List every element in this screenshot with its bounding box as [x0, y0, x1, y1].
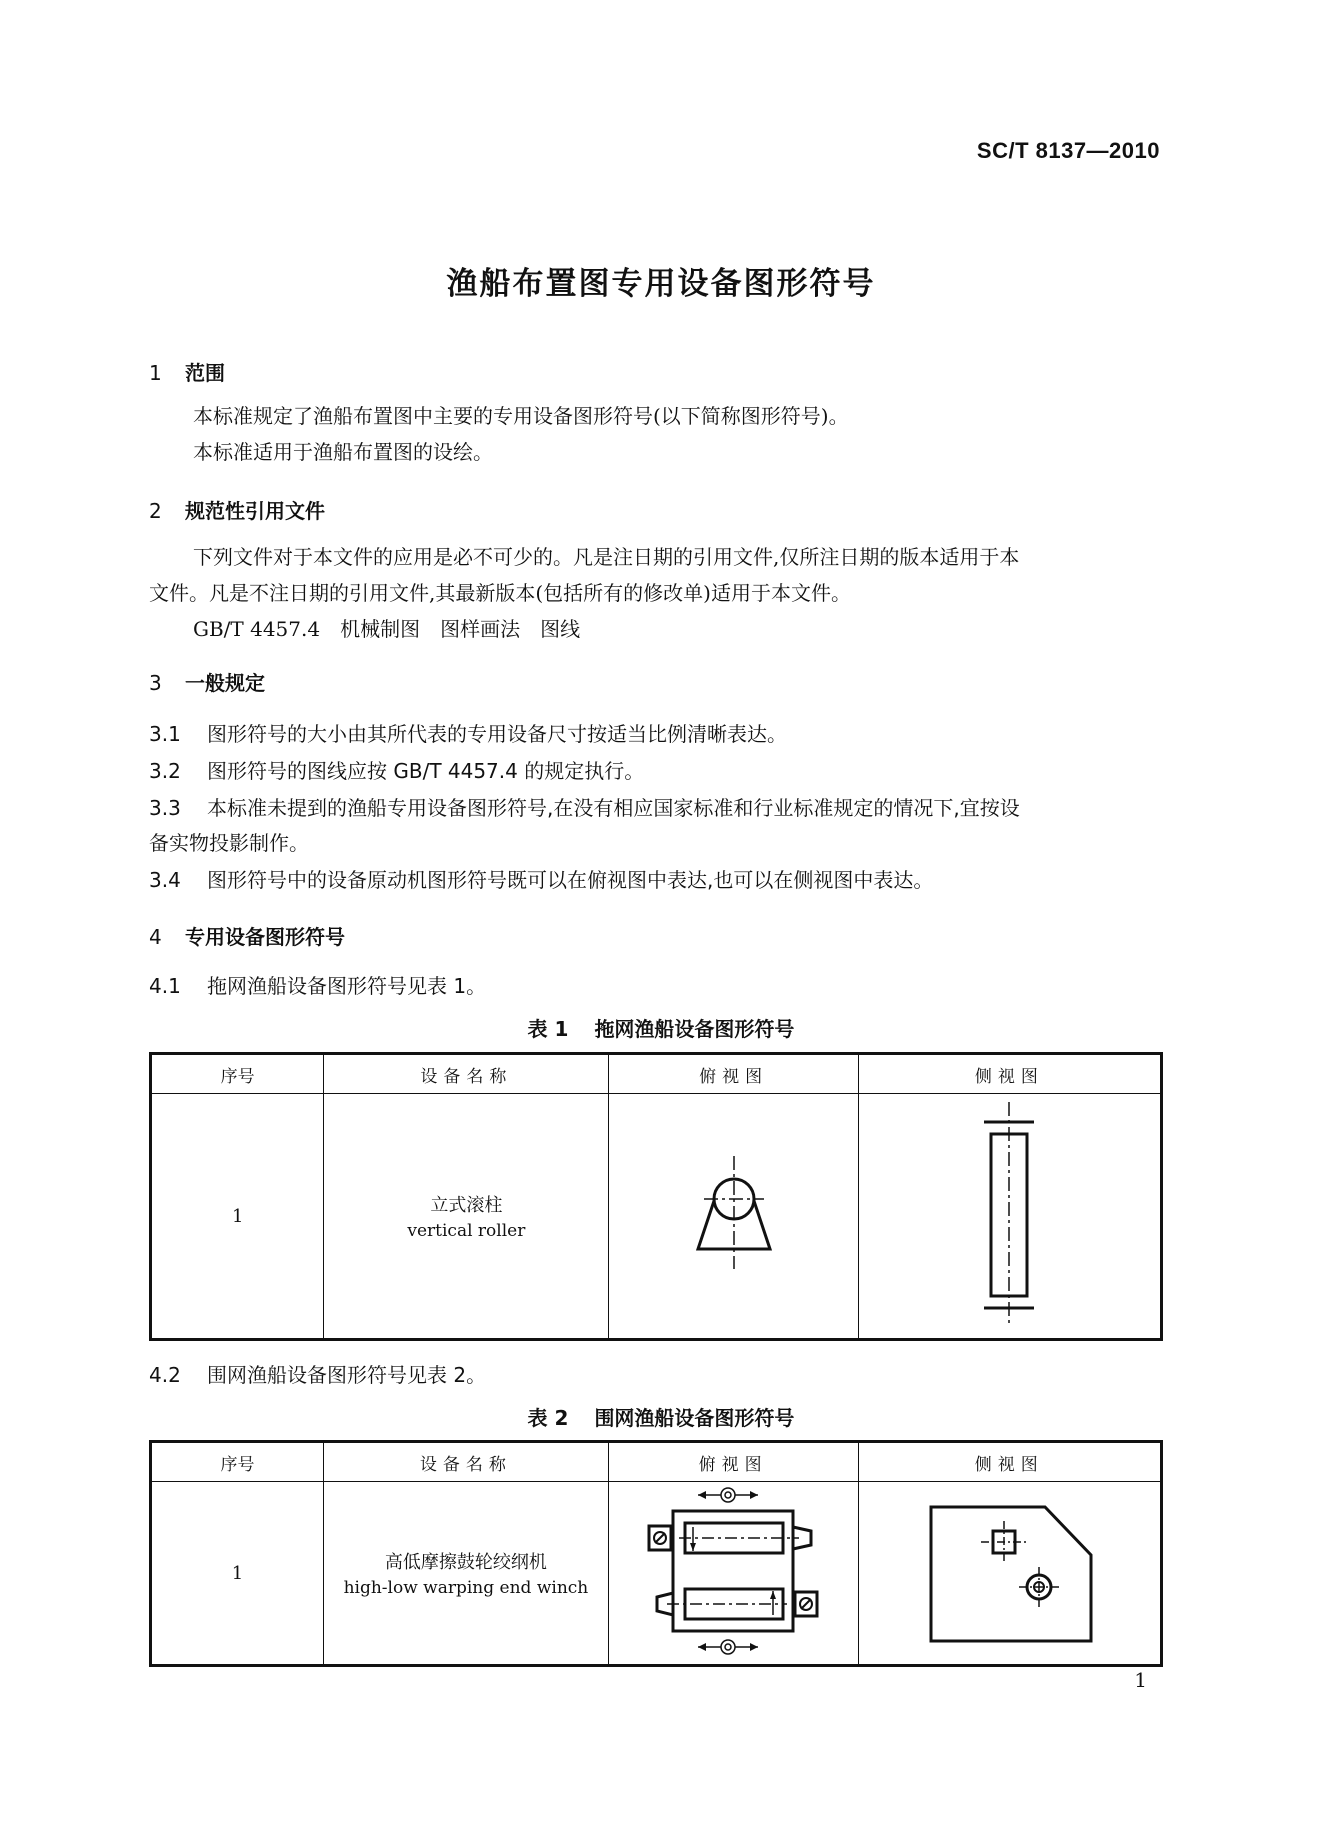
clause-3-4	[149, 863, 933, 897]
section-1-para-1: 本标准规定了渔船布置图中主要的专用设备图形符号(以下简称图形符号)。	[193, 404, 849, 428]
section-1-heading	[149, 357, 225, 386]
clause-number: 3.3	[149, 796, 181, 820]
equipment-name-cn: 立式滚柱	[430, 1195, 503, 1216]
section-title: 专用设备图形符号	[185, 925, 345, 949]
clause-number: 4.1	[149, 974, 181, 998]
seq-cell: 1	[151, 1094, 324, 1340]
section-2-para-line-1: 下列文件对于本文件的应用是必不可少的。凡是注日期的引用文件,仅所注日期的版本适用于本	[193, 545, 1020, 569]
section-2-heading	[149, 495, 325, 524]
clause-3-3-continued: 备实物投影制作。	[149, 831, 309, 855]
clause-text: 图形符号的大小由其所代表的专用设备尺寸按适当比例清晰表达。	[207, 722, 787, 746]
side-view-cell	[858, 1482, 1161, 1666]
equipment-name-cn: 高低摩擦鼓轮绞纲机	[384, 1552, 547, 1573]
section-number: 3	[149, 671, 162, 695]
document-code: SC/T 8137—2010	[976, 138, 1160, 163]
clause-3-2	[149, 754, 644, 788]
clause-3-3	[149, 791, 1020, 825]
column-header: 设备名称	[324, 1054, 609, 1094]
table-1	[149, 1052, 1163, 1341]
section-number: 1	[149, 361, 162, 385]
section-number: 4	[149, 925, 162, 949]
clause-text: 本标准未提到的渔船专用设备图形符号,在没有相应国家标准和行业标准规定的情况下,宜按设	[207, 796, 1020, 820]
table-header-row	[151, 1442, 1162, 1482]
winch-side-view-icon	[909, 1491, 1109, 1651]
name-cell	[324, 1482, 609, 1666]
normative-reference: GB/T 4457.4 机械制图 图样画法 图线	[193, 617, 581, 641]
top-view-cell	[608, 1482, 858, 1666]
table-number: 表 1	[527, 1017, 569, 1041]
clause-4-1	[149, 969, 486, 1003]
table-2-caption	[0, 1402, 1322, 1431]
column-header: 序号	[151, 1054, 324, 1094]
table-caption-text: 拖网渔船设备图形符号	[594, 1017, 795, 1041]
column-header: 设备名称	[324, 1442, 609, 1482]
table-header-row	[151, 1054, 1162, 1094]
clause-3-1	[149, 717, 787, 751]
page-title: 渔船布置图专用设备图形符号	[446, 266, 876, 302]
column-header: 侧视图	[858, 1054, 1161, 1094]
section-4-heading	[149, 921, 345, 950]
table-row	[151, 1094, 1162, 1340]
clause-text: 围网渔船设备图形符号见表 2。	[207, 1363, 487, 1387]
table-number: 表 2	[527, 1406, 569, 1430]
clause-text: 图形符号中的设备原动机图形符号既可以在俯视图中表达,也可以在侧视图中表达。	[207, 868, 934, 892]
section-number: 2	[149, 499, 162, 523]
table-2	[149, 1440, 1163, 1667]
clause-number: 3.1	[149, 722, 181, 746]
table-caption-text: 围网渔船设备图形符号	[594, 1406, 795, 1430]
section-title: 规范性引用文件	[185, 499, 325, 523]
clause-4-2	[149, 1358, 486, 1392]
clause-number: 4.2	[149, 1363, 181, 1387]
vertical-roller-side-view-icon	[959, 1096, 1059, 1332]
equipment-name-en: high-low warping end winch	[343, 1578, 589, 1598]
column-header: 序号	[151, 1442, 324, 1482]
column-header: 俯视图	[608, 1442, 858, 1482]
section-3-heading	[149, 667, 265, 696]
side-view-cell	[858, 1094, 1161, 1340]
clause-text: 图形符号的图线应按 GB/T 4457.4 的规定执行。	[207, 759, 645, 783]
clause-text: 拖网渔船设备图形符号见表 1。	[207, 974, 487, 998]
column-header: 俯视图	[609, 1054, 858, 1094]
section-2-para-line-2: 文件。凡是不注日期的引用文件,其最新版本(包括所有的修改单)适用于本文件。	[149, 581, 851, 605]
winch-top-view-icon	[623, 1483, 843, 1659]
top-view-cell	[609, 1094, 858, 1340]
table-row	[151, 1482, 1162, 1666]
section-1-para-2: 本标准适用于渔船布置图的设绘。	[193, 440, 493, 464]
vertical-roller-top-view-icon	[674, 1144, 794, 1284]
page-number: 1	[1134, 1668, 1147, 1692]
table-1-caption	[0, 1013, 1322, 1042]
equipment-name-en: vertical roller	[407, 1221, 526, 1241]
section-title: 一般规定	[185, 671, 265, 695]
clause-number: 3.4	[149, 868, 181, 892]
section-title: 范围	[185, 361, 225, 385]
clause-number: 3.2	[149, 759, 181, 783]
name-cell	[324, 1094, 609, 1340]
seq-cell: 1	[151, 1482, 324, 1666]
column-header: 侧视图	[858, 1442, 1161, 1482]
